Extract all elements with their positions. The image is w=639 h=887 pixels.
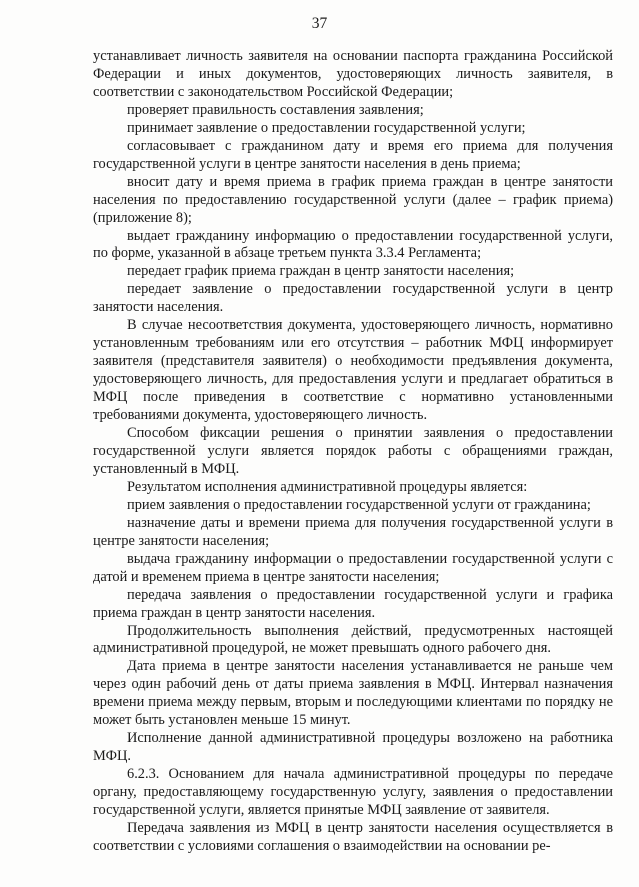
paragraph-accept-application: принимает заявление о предоставлении государственной услуги; <box>127 119 526 136</box>
paragraph-result-appointment: назначение даты и времени приема для получения государственной услуги в центре занятости населения; <box>93 514 613 549</box>
paragraph-appointment-date: Дата приема в центре занятости населения устанавливается не раньше чем через один рабочий день от даты приема заявления в МФЦ. Интервал назначения времени приема между первым, вторым и последующими клиентами по порядку не может быть установлен меньше 15 минут. <box>93 658 613 729</box>
paragraph-fixation-method: Способом фиксации решения о принятии заявления о предоставлении государственной услуги является порядок работы с обращениями граждан, установленный в МФЦ. <box>93 425 613 477</box>
paragraph-check-application: проверяет правильность составления заявления; <box>127 101 424 118</box>
paragraph-send-schedule: передает график приема граждан в центр занятости населения; <box>127 263 515 280</box>
paragraph-result-receipt: прием заявления о предоставлении государственной услуги от гражданина; <box>127 496 591 513</box>
paragraph-result-info: выдача гражданину информации о предоставлении государственной услуги с датой и временем приема в центре занятости населения; <box>93 550 613 585</box>
paragraph-issue-info: выдает гражданину информацию о предоставлении государственной услуги, по форме, указанной в абзаце третьем пункта 3.3.4 Регламента; <box>93 227 613 262</box>
paragraph-agree-date: согласовывает с гражданином дату и время его приема для получения государственной услуги в центре занятости населения в день приема; <box>93 137 613 172</box>
paragraph-result-transfer: передача заявления о предоставлении государственной услуги и графика приема граждан в центр занятости населения. <box>93 586 613 621</box>
paragraph-transfer-terms: Передача заявления из МФЦ в центр занятости населения осуществляется в соответствии с условиями соглашения о взаимодействии на основании ре- <box>93 819 613 854</box>
body-text <box>93 48 613 856</box>
paragraph-enter-schedule: вносит дату и время приема в график приема граждан в центре занятости населения по предоставлению государственной услуги (далее – график приема) (приложение 8); <box>93 173 613 226</box>
paragraph-section-6-2-3: 6.2.3. Основанием для начала административной процедуры по передаче органу, предоставляющему государственную услугу, заявления о предоставлении государственной услуги, является принятые МФЦ заявление от заявителя. <box>93 766 613 819</box>
paragraph-result-heading: Результатом исполнения административной процедуры является: <box>127 478 528 495</box>
paragraph-document-mismatch: В случае несоответствия документа, удостоверяющего личность, нормативно установленным требованиям или его отсутствия – работник МФЦ информирует заявителя (представителя заявителя) о необходимости предъявления документа, удостоверяющего личность, для предоставления услуги и предлагает обратиться в МФЦ после приведения в соответствие с нормативно установленными требованиями документа, удостоверяющего личность. <box>93 317 613 424</box>
paragraph-duration: Продолжительность выполнения действий, предусмотренных настоящей административной процедурой, не может превышать одного рабочего дня. <box>93 622 613 657</box>
paragraph-responsible: Исполнение данной административной процедуры возложено на работника МФЦ. <box>93 730 613 765</box>
paragraph-identity-check: устанавливает личность заявителя на основании паспорта гражданина Российской Федерации и иных документов, удостоверяющих личность заявителя, в соответствии с законодательством Российской Федерации; <box>93 48 613 100</box>
page-number: 37 <box>311 15 328 32</box>
paragraph-send-application: передает заявление о предоставлении государственной услуги в центр занятости населения. <box>93 281 613 316</box>
